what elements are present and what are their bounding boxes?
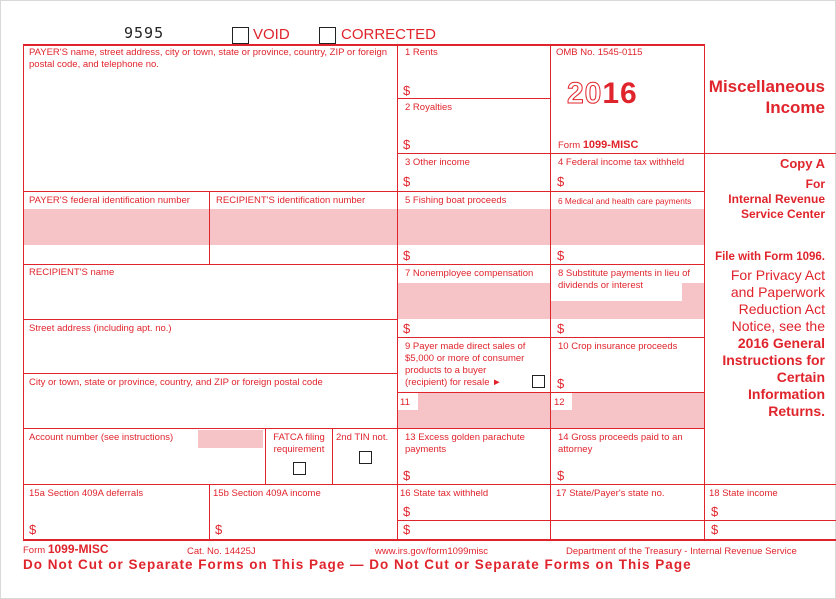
box5-field[interactable] — [397, 209, 550, 245]
rule — [397, 98, 551, 99]
tax-year — [567, 77, 638, 111]
box5-label: 5 Fishing boat proceeds — [405, 195, 507, 206]
omb-number: OMB No. 1545-0115 — [556, 47, 643, 58]
rule — [23, 191, 705, 192]
title-line2: Income — [765, 98, 825, 117]
rule — [550, 44, 551, 541]
tax-year-bold: 16 — [602, 77, 638, 110]
payer-fed-id-label: PAYER'S federal identification number — [29, 195, 190, 206]
box15b-dollar: $ — [215, 522, 223, 537]
rule — [23, 428, 705, 429]
instructions-line4: Information — [748, 386, 825, 402]
privacy-line3: Reduction Act — [738, 301, 825, 317]
rule — [397, 337, 705, 338]
box15b-label: 15b Section 409A income — [213, 488, 321, 499]
box7-label: 7 Nonemployee compensation — [405, 268, 534, 279]
rule — [23, 319, 397, 320]
rule — [23, 484, 836, 485]
box9-label: 9 Payer made direct sales of $5,000 or more of consumer products to a buyer (recipient) for resale ► — [405, 341, 526, 388]
void-checkbox[interactable] — [232, 27, 249, 44]
second-tin-checkbox[interactable] — [359, 451, 372, 464]
box8-field[interactable] — [551, 301, 704, 319]
payer-name-label: PAYER'S name, street address, city or town, state or province, country, ZIP or foreign postal code, and telephone no. — [29, 47, 388, 70]
box15a-dollar: $ — [29, 522, 37, 537]
box7-field[interactable] — [397, 283, 550, 319]
box6-label: 6 Medical and health care payments — [558, 196, 692, 206]
rule — [23, 539, 836, 541]
box18-dollar-1: $ — [711, 504, 719, 519]
rule — [397, 153, 836, 154]
recipient-name-label: RECIPIENT'S name — [29, 267, 115, 278]
box14-dollar: $ — [557, 468, 565, 483]
rule — [397, 392, 705, 393]
box17-label: 17 State/Payer's state no. — [556, 488, 665, 499]
irs-url: www.irs.gov/form1099misc — [375, 546, 488, 557]
file-with-label: File with Form 1096. — [715, 251, 825, 263]
footer-form-label: 1099-MISC — [47, 542, 109, 556]
box10-label: 10 Crop insurance proceeds — [558, 341, 678, 352]
copy-a-label: Copy A — [779, 156, 825, 171]
box4-label: 4 Federal income tax withheld — [558, 157, 685, 168]
box8-dollar: $ — [557, 321, 565, 336]
city-label: City or town, state or province, country, and ZIP or foreign postal code — [29, 377, 323, 388]
box10-dollar: $ — [557, 376, 565, 391]
for-label: For — [805, 177, 825, 191]
box12-field[interactable] — [572, 393, 704, 428]
box15a-label: 15a Section 409A deferrals — [29, 488, 144, 499]
recipient-id-label: RECIPIENT'S identification number — [216, 195, 366, 206]
box18-dollar-2: $ — [711, 522, 719, 537]
box3-label: 3 Other income — [405, 157, 470, 168]
box8-label: 8 Substitute payments in lieu of dividends or interest — [558, 268, 691, 291]
box3-dollar: $ — [403, 174, 411, 189]
tax-year-outline: 20 — [567, 77, 603, 110]
rule — [397, 520, 836, 521]
footer-form-prefix: Form — [23, 545, 48, 556]
box13-dollar: $ — [403, 468, 411, 483]
box7-dollar: $ — [403, 321, 411, 336]
box12-field-low[interactable] — [551, 410, 572, 428]
rule — [23, 44, 24, 541]
box2-label: 2 Royalties — [405, 102, 452, 113]
privacy-line1: For Privacy Act — [730, 267, 825, 283]
box16-dollar-2: $ — [403, 522, 411, 537]
recipient-id-field[interactable] — [210, 209, 397, 245]
box6-dollar: $ — [557, 248, 565, 263]
account-number-field[interactable] — [198, 430, 263, 448]
box9-checkbox[interactable] — [532, 375, 545, 388]
instructions-line1: 2016 General — [737, 335, 825, 351]
rule — [23, 44, 705, 46]
rule — [265, 428, 266, 484]
street-label: Street address (including apt. no.) — [29, 323, 172, 334]
box13-label: 13 Excess golden parachute payments — [405, 432, 525, 455]
footer-form-name — [23, 543, 109, 557]
fatca-checkbox[interactable] — [293, 462, 306, 475]
box18-label: 18 State income — [709, 488, 778, 499]
title-line1: Miscellaneous — [708, 77, 825, 96]
rule — [332, 428, 333, 484]
form-prefix: Form — [558, 140, 583, 151]
rule — [23, 373, 397, 374]
box6-field[interactable] — [551, 209, 704, 245]
box1-dollar: $ — [403, 83, 411, 98]
account-label: Account number (see instructions) — [29, 432, 174, 443]
instructions-line2: Instructions for — [722, 352, 825, 368]
instructions-line5: Returns. — [768, 403, 825, 419]
form-code: 9595 — [124, 24, 165, 42]
rule — [209, 484, 210, 540]
fatca-label: FATCA filing requirement — [273, 432, 325, 455]
box14-label: 14 Gross proceeds paid to an attorney — [558, 432, 683, 455]
second-tin-label: 2nd TIN not. — [336, 432, 389, 443]
box11-field[interactable] — [418, 393, 550, 428]
instructions-line3: Certain — [776, 369, 825, 385]
box2-dollar: $ — [403, 137, 411, 152]
box12-label: 12 — [554, 397, 565, 408]
corrected-checkbox[interactable] — [319, 27, 336, 44]
rule — [23, 264, 705, 265]
corrected-label: CORRECTED — [341, 26, 437, 43]
department: Department of the Treasury - Internal Revenue Service — [566, 546, 797, 557]
payer-fed-id-field[interactable] — [24, 209, 209, 245]
irs-line1: Internal Revenue — [728, 192, 825, 206]
irs-line2: Service Center — [740, 207, 825, 221]
rule — [209, 191, 210, 265]
privacy-line4: Notice, see the — [731, 318, 825, 334]
void-label: VOID — [253, 26, 290, 43]
cat-number: Cat. No. 14425J — [187, 546, 256, 557]
privacy-line2: and Paperwork — [730, 284, 825, 300]
box1-label: 1 Rents — [405, 47, 438, 58]
box5-dollar: $ — [403, 248, 411, 263]
box11-label: 11 — [400, 397, 410, 408]
box16-label: 16 State tax withheld — [400, 488, 489, 499]
rule — [397, 44, 398, 541]
box16-dollar-1: $ — [403, 504, 411, 519]
form-name: 1099-MISC — [582, 139, 639, 151]
box11-field-low[interactable] — [397, 410, 418, 428]
rule — [704, 44, 705, 541]
box4-dollar: $ — [557, 174, 565, 189]
omb-form-name — [558, 139, 638, 152]
do-not-cut-warning: Do Not Cut or Separate Forms on This Page — Do Not Cut or Separate Forms on This Page — [23, 557, 692, 572]
